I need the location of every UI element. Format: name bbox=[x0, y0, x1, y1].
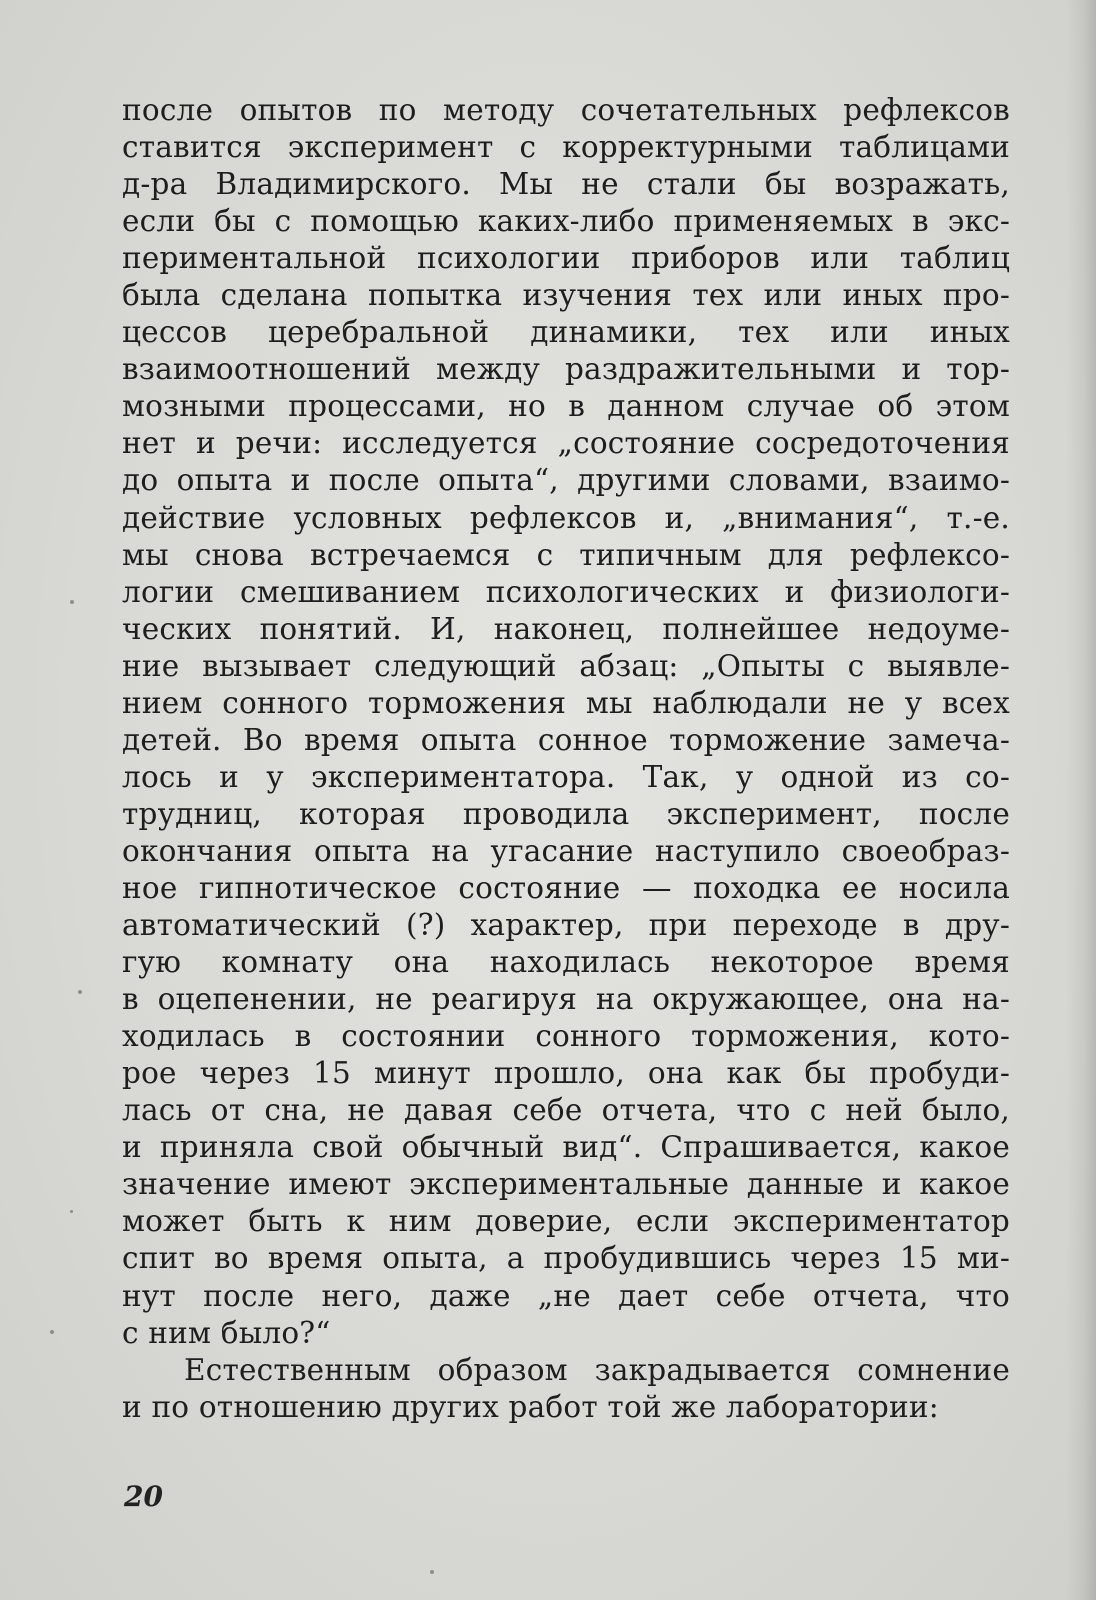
text-line: ное гипнотическое состояние — походка ее носила bbox=[122, 870, 1010, 905]
text-line: после опытов по методу сочетательных рефлексов bbox=[122, 93, 1010, 127]
text-line: взаимоотношений между раздражительными и тор- bbox=[122, 352, 1010, 387]
page-edge-shadow bbox=[1066, 0, 1096, 1600]
text-line: действие условных рефлексов и, „внимания“, т.-е. bbox=[122, 500, 1010, 535]
text-line: мозными процессами, но в данном случае об этом bbox=[122, 389, 1010, 424]
text-line: ческих понятий. И, наконец, полнейшее недоуме- bbox=[122, 611, 1010, 646]
text-line: гую комнату она находилась некоторое время bbox=[122, 945, 1010, 980]
text-line: и приняла свой обычный вид“. Спрашивается, какое bbox=[122, 1130, 1010, 1165]
paragraph bbox=[122, 1352, 1010, 1426]
text-line: мы снова встречаемся с типичным для рефлексо- bbox=[122, 537, 1010, 572]
text-line: может быть к ним доверие, если экспериментатор bbox=[122, 1204, 1010, 1239]
text-line: трудниц, которая проводила эксперимент, после bbox=[122, 796, 1010, 831]
paragraph bbox=[122, 92, 1010, 1352]
text-line: д-ра Владимирского. Мы не стали бы возражать, bbox=[122, 167, 1010, 202]
text-line: и по отношению других работ той же лаборатории: bbox=[122, 1389, 939, 1424]
text-line: Естественным образом закрадывается сомнение bbox=[184, 1352, 1010, 1387]
text-line: значение имеют экспериментальные данные и какое bbox=[122, 1167, 1010, 1202]
text-line: ходилась в состоянии сонного торможения, кото- bbox=[122, 1019, 1010, 1054]
text-line: если бы с помощью каких-либо применяемых в экс- bbox=[122, 204, 1010, 239]
paper-speck bbox=[78, 990, 82, 994]
text-line: окончания опыта на угасание наступило своеобраз- bbox=[122, 833, 1010, 868]
page-number: 20 bbox=[124, 1480, 163, 1513]
text-line: до опыта и после опыта“, другими словами, взаимо- bbox=[122, 463, 1010, 498]
text-line: автоматический (?) характер, при переходе в дру- bbox=[122, 908, 1010, 943]
text-line: спит во время опыта, а пробудившись через 15 ми- bbox=[122, 1241, 1010, 1276]
text-line: нет и речи: исследуется „состояние сосредоточения bbox=[122, 426, 1010, 461]
text-line: ставится эксперимент с корректурными таблицами bbox=[122, 130, 1010, 165]
text-line: детей. Во время опыта сонное торможение замеча- bbox=[122, 722, 1010, 757]
text-line: с ним было?“ bbox=[122, 1315, 331, 1350]
text-line: нут после него, даже „не дает себе отчета, что bbox=[122, 1278, 1010, 1313]
body-text bbox=[122, 92, 1010, 1426]
text-line: ние вызывает следующий абзац: „Опыты с выявле- bbox=[122, 648, 1010, 683]
text-line: лось и у экспериментатора. Так, у одной из со- bbox=[122, 759, 1010, 794]
paper-speck bbox=[430, 1570, 434, 1574]
paper-speck bbox=[70, 1210, 73, 1213]
text-line: нием сонного торможения мы наблюдали не у всех bbox=[122, 685, 1010, 720]
text-line: периментальной психологии приборов или таблиц bbox=[122, 241, 1010, 276]
text-line: была сделана попытка изучения тех или иных про- bbox=[122, 278, 1010, 313]
paper-speck bbox=[50, 1330, 54, 1334]
text-line: логии смешиванием психологических и физиологи- bbox=[122, 574, 1010, 609]
text-line: лась от сна, не давая себе отчета, что с ней было, bbox=[122, 1093, 1010, 1128]
paper-speck bbox=[70, 600, 74, 604]
text-line: в оцепенении, не реагируя на окружающее, она на- bbox=[122, 982, 1010, 1017]
text-line: цессов церебральной динамики, тех или иных bbox=[122, 315, 1010, 350]
text-line: рое через 15 минут прошло, она как бы пробуди- bbox=[122, 1056, 1010, 1091]
